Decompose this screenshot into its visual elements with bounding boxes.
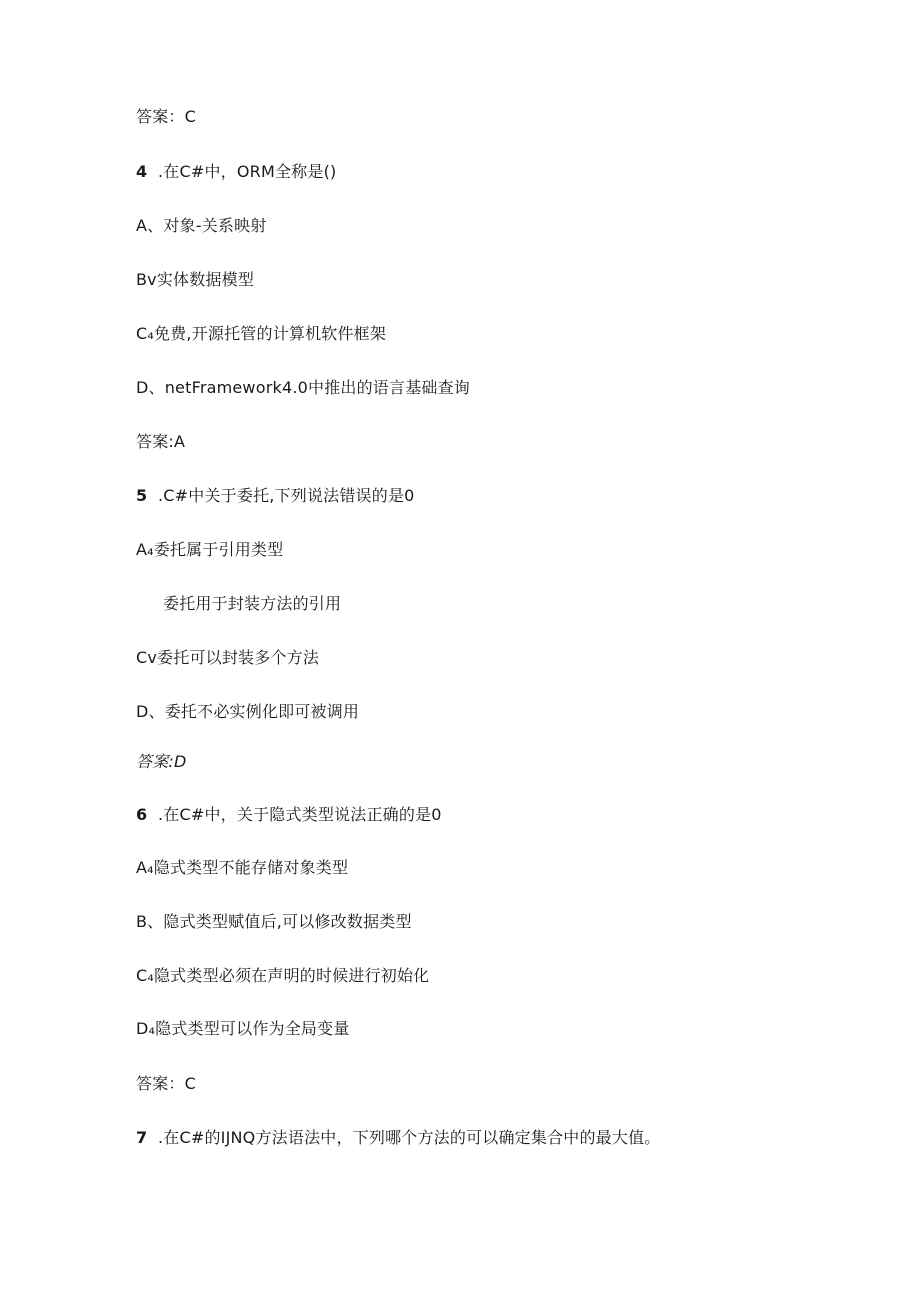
answer-q6: 答案：C (136, 1074, 196, 1093)
question-7 (136, 1128, 660, 1148)
question-number: 4 (136, 162, 148, 181)
question-text: .C#中关于委托,下列说法错误的是0 (158, 486, 415, 505)
question-text: .在C#中，ORM全称是() (158, 162, 337, 181)
option-a: A₄隐式类型不能存储对象类型 (136, 858, 349, 877)
option-a: A、对象-关系映射 (136, 216, 267, 235)
question-number: 5 (136, 486, 148, 505)
question-text: .在C#中，关于隐式类型说法正确的是0 (158, 805, 442, 824)
option-d: D、委托不必实例化即可被调用 (136, 702, 360, 721)
answer-q5: 答案:D (136, 752, 187, 771)
option-a: A₄委托属于引用类型 (136, 540, 284, 559)
question-5 (136, 486, 415, 506)
question-number: 6 (136, 805, 148, 824)
question-text: .在C#的IJNQ方法语法中，下列哪个方法的可以确定集合中的最大值。 (158, 1128, 661, 1147)
option-d: D₄隐式类型可以作为全局变量 (136, 1019, 350, 1038)
question-4 (136, 162, 336, 182)
option-c: Cv委托可以封装多个方法 (136, 648, 320, 667)
question-6 (136, 805, 442, 825)
option-d: D、netFramework4.0中推出的语言基础查询 (136, 378, 470, 397)
answer-q4: 答案:A (136, 432, 186, 451)
option-b: Bv实体数据模型 (136, 270, 255, 289)
option-b: 委托用于封装方法的引用 (163, 594, 342, 613)
answer-q3: 答案：C (136, 107, 196, 126)
option-c: C₄隐式类型必须在声明的时候进行初始化 (136, 966, 430, 985)
option-c: C₄免费,开源托管的计算机软件框架 (136, 324, 387, 343)
option-b: B、隐式类型赋值后,可以修改数据类型 (136, 912, 412, 931)
question-number: 7 (136, 1128, 148, 1147)
